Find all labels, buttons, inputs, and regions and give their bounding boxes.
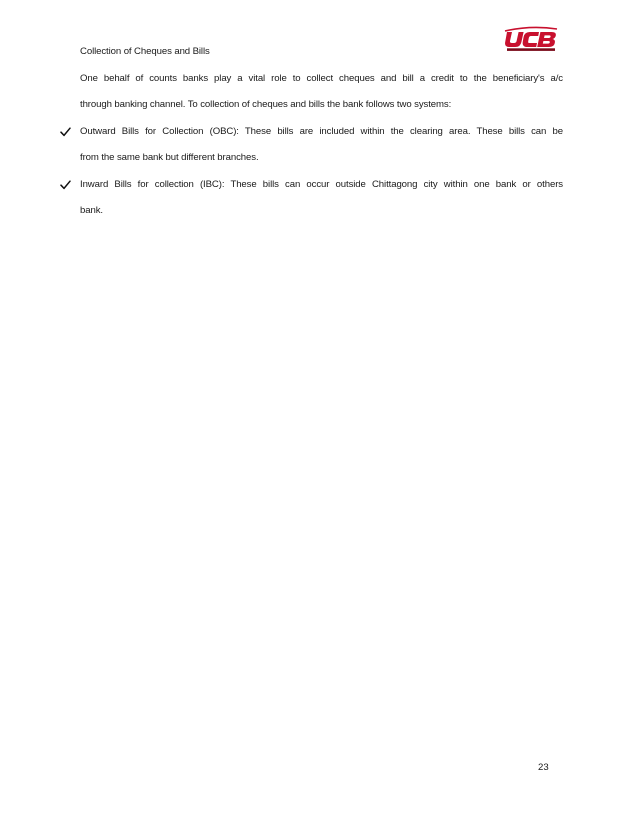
section-heading: Collection of Cheques and Bills [80, 46, 210, 57]
bullet-continuation: bank. [80, 205, 103, 216]
bullet-item [58, 119, 563, 146]
document-body [58, 39, 563, 225]
checkmark-icon [60, 119, 72, 146]
paragraph-line: One behalf of counts banks play a vital role to collect cheques and bill a credit to the beneficiary's a/c [80, 72, 563, 84]
checkmark-icon [60, 172, 72, 199]
bullet-text: Outward Bills for Collection (OBC): These bills are included within the clearing area. These bills can be [80, 125, 563, 137]
paragraph-line: through banking channel. To collection of cheques and bills the bank follows two systems: [80, 99, 452, 110]
bullet-item [58, 172, 563, 199]
bullet-continuation: from the same bank but different branches. [80, 152, 259, 163]
page-number: 23 [538, 762, 549, 773]
bullet-text: Inward Bills for collection (IBC): These bills can occur outside Chittagong city within one bank or others [80, 178, 563, 190]
